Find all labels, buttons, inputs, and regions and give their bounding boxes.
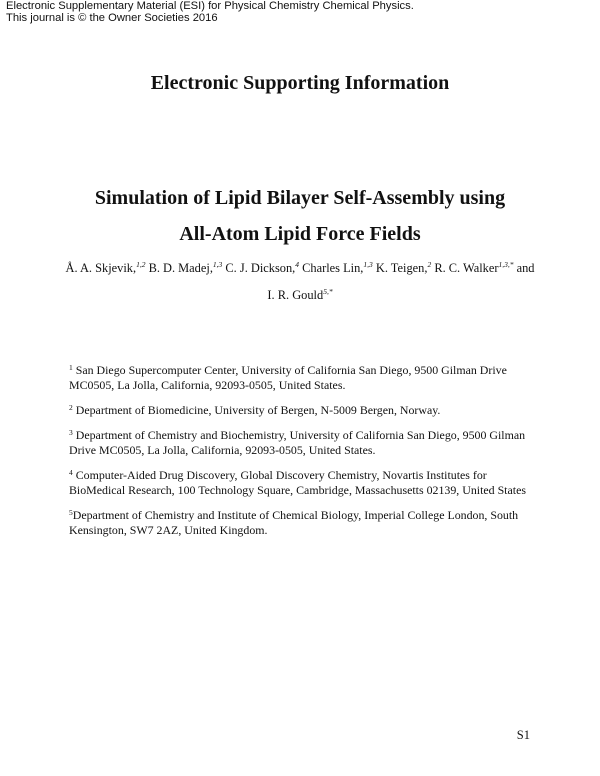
author-name: Å. A. Skjevik, (65, 261, 137, 275)
author-connector: and (516, 261, 535, 275)
paper-title-line-1: Simulation of Lipid Bilayer Self-Assembly using (94, 187, 506, 209)
author-affiliation-marker: 5,* (323, 287, 333, 296)
esi-header-line-1: Electronic Supplementary Material (ESI) for Physical Chemistry Chemical Physics. (6, 0, 414, 12)
author (267, 288, 332, 302)
author (302, 261, 373, 275)
author-name: I. R. Gould (267, 288, 324, 302)
paper-title (0, 180, 600, 252)
author-affiliation-marker: 1,2 (136, 260, 146, 269)
author-name: R. C. Walker (434, 261, 499, 275)
affiliation-number: 2 (69, 403, 73, 412)
affiliation-item (69, 428, 539, 458)
affiliation-text: Computer-Aided Drug Discovery, Global Discovery Chemistry, Novartis Institutes for BioMedical Research, 100 Technology Square, Cambridge, Massachusetts 02139, United States (69, 468, 526, 497)
author-affiliation-marker: 1,3 (212, 260, 223, 269)
affiliation-text: Department of Chemistry and Institute of Chemical Biology, Imperial College London, South Kensington, SW7 2AZ, United Kingdom. (69, 508, 519, 537)
affiliation-item (69, 403, 539, 418)
affiliation-number: 3 (69, 428, 73, 437)
affiliation-list (69, 363, 539, 548)
author-name: K. Teigen, (375, 261, 428, 275)
author-affiliation-marker: 1,3 (363, 260, 373, 269)
author (66, 261, 146, 275)
author-affiliation-marker: 2 (427, 260, 432, 269)
esi-title: Electronic Supporting Information (150, 72, 450, 94)
author-name: C. J. Dickson, (225, 261, 296, 275)
esi-header-line-2: This journal is © the Owner Societies 2016 (6, 12, 218, 24)
esi-journal-header (6, 0, 414, 24)
affiliation-text: Department of Biomedicine, University of Bergen, N-5009 Bergen, Norway. (75, 403, 441, 417)
affiliation-number: 4 (69, 468, 73, 477)
paper-title-line-2: All-Atom Lipid Force Fields (179, 223, 421, 245)
affiliation-item (69, 363, 539, 393)
author-list (50, 255, 550, 309)
author (376, 261, 431, 275)
affiliation-number: 1 (69, 363, 73, 372)
author-name: B. D. Madej, (148, 261, 213, 275)
affiliation-number: 5 (69, 508, 73, 517)
page-number: S1 (516, 728, 530, 742)
author-affiliation-marker: 4 (295, 260, 300, 269)
author (225, 261, 299, 275)
author (149, 261, 223, 275)
author (434, 261, 513, 275)
affiliation-text: Department of Chemistry and Biochemistry, University of California San Diego, 9500 Gilman Drive MC0505, La Jolla, California, 92093-0505, United States. (69, 428, 526, 457)
affiliation-text: San Diego Supercomputer Center, University of California San Diego, 9500 Gilman Drive MC0505, La Jolla, California, 92093-0505, United States. (69, 363, 507, 392)
author-name: Charles Lin, (302, 261, 364, 275)
affiliation-item (69, 508, 539, 538)
author-affiliation-marker: 1,3,* (498, 260, 514, 269)
affiliation-item (69, 468, 539, 498)
